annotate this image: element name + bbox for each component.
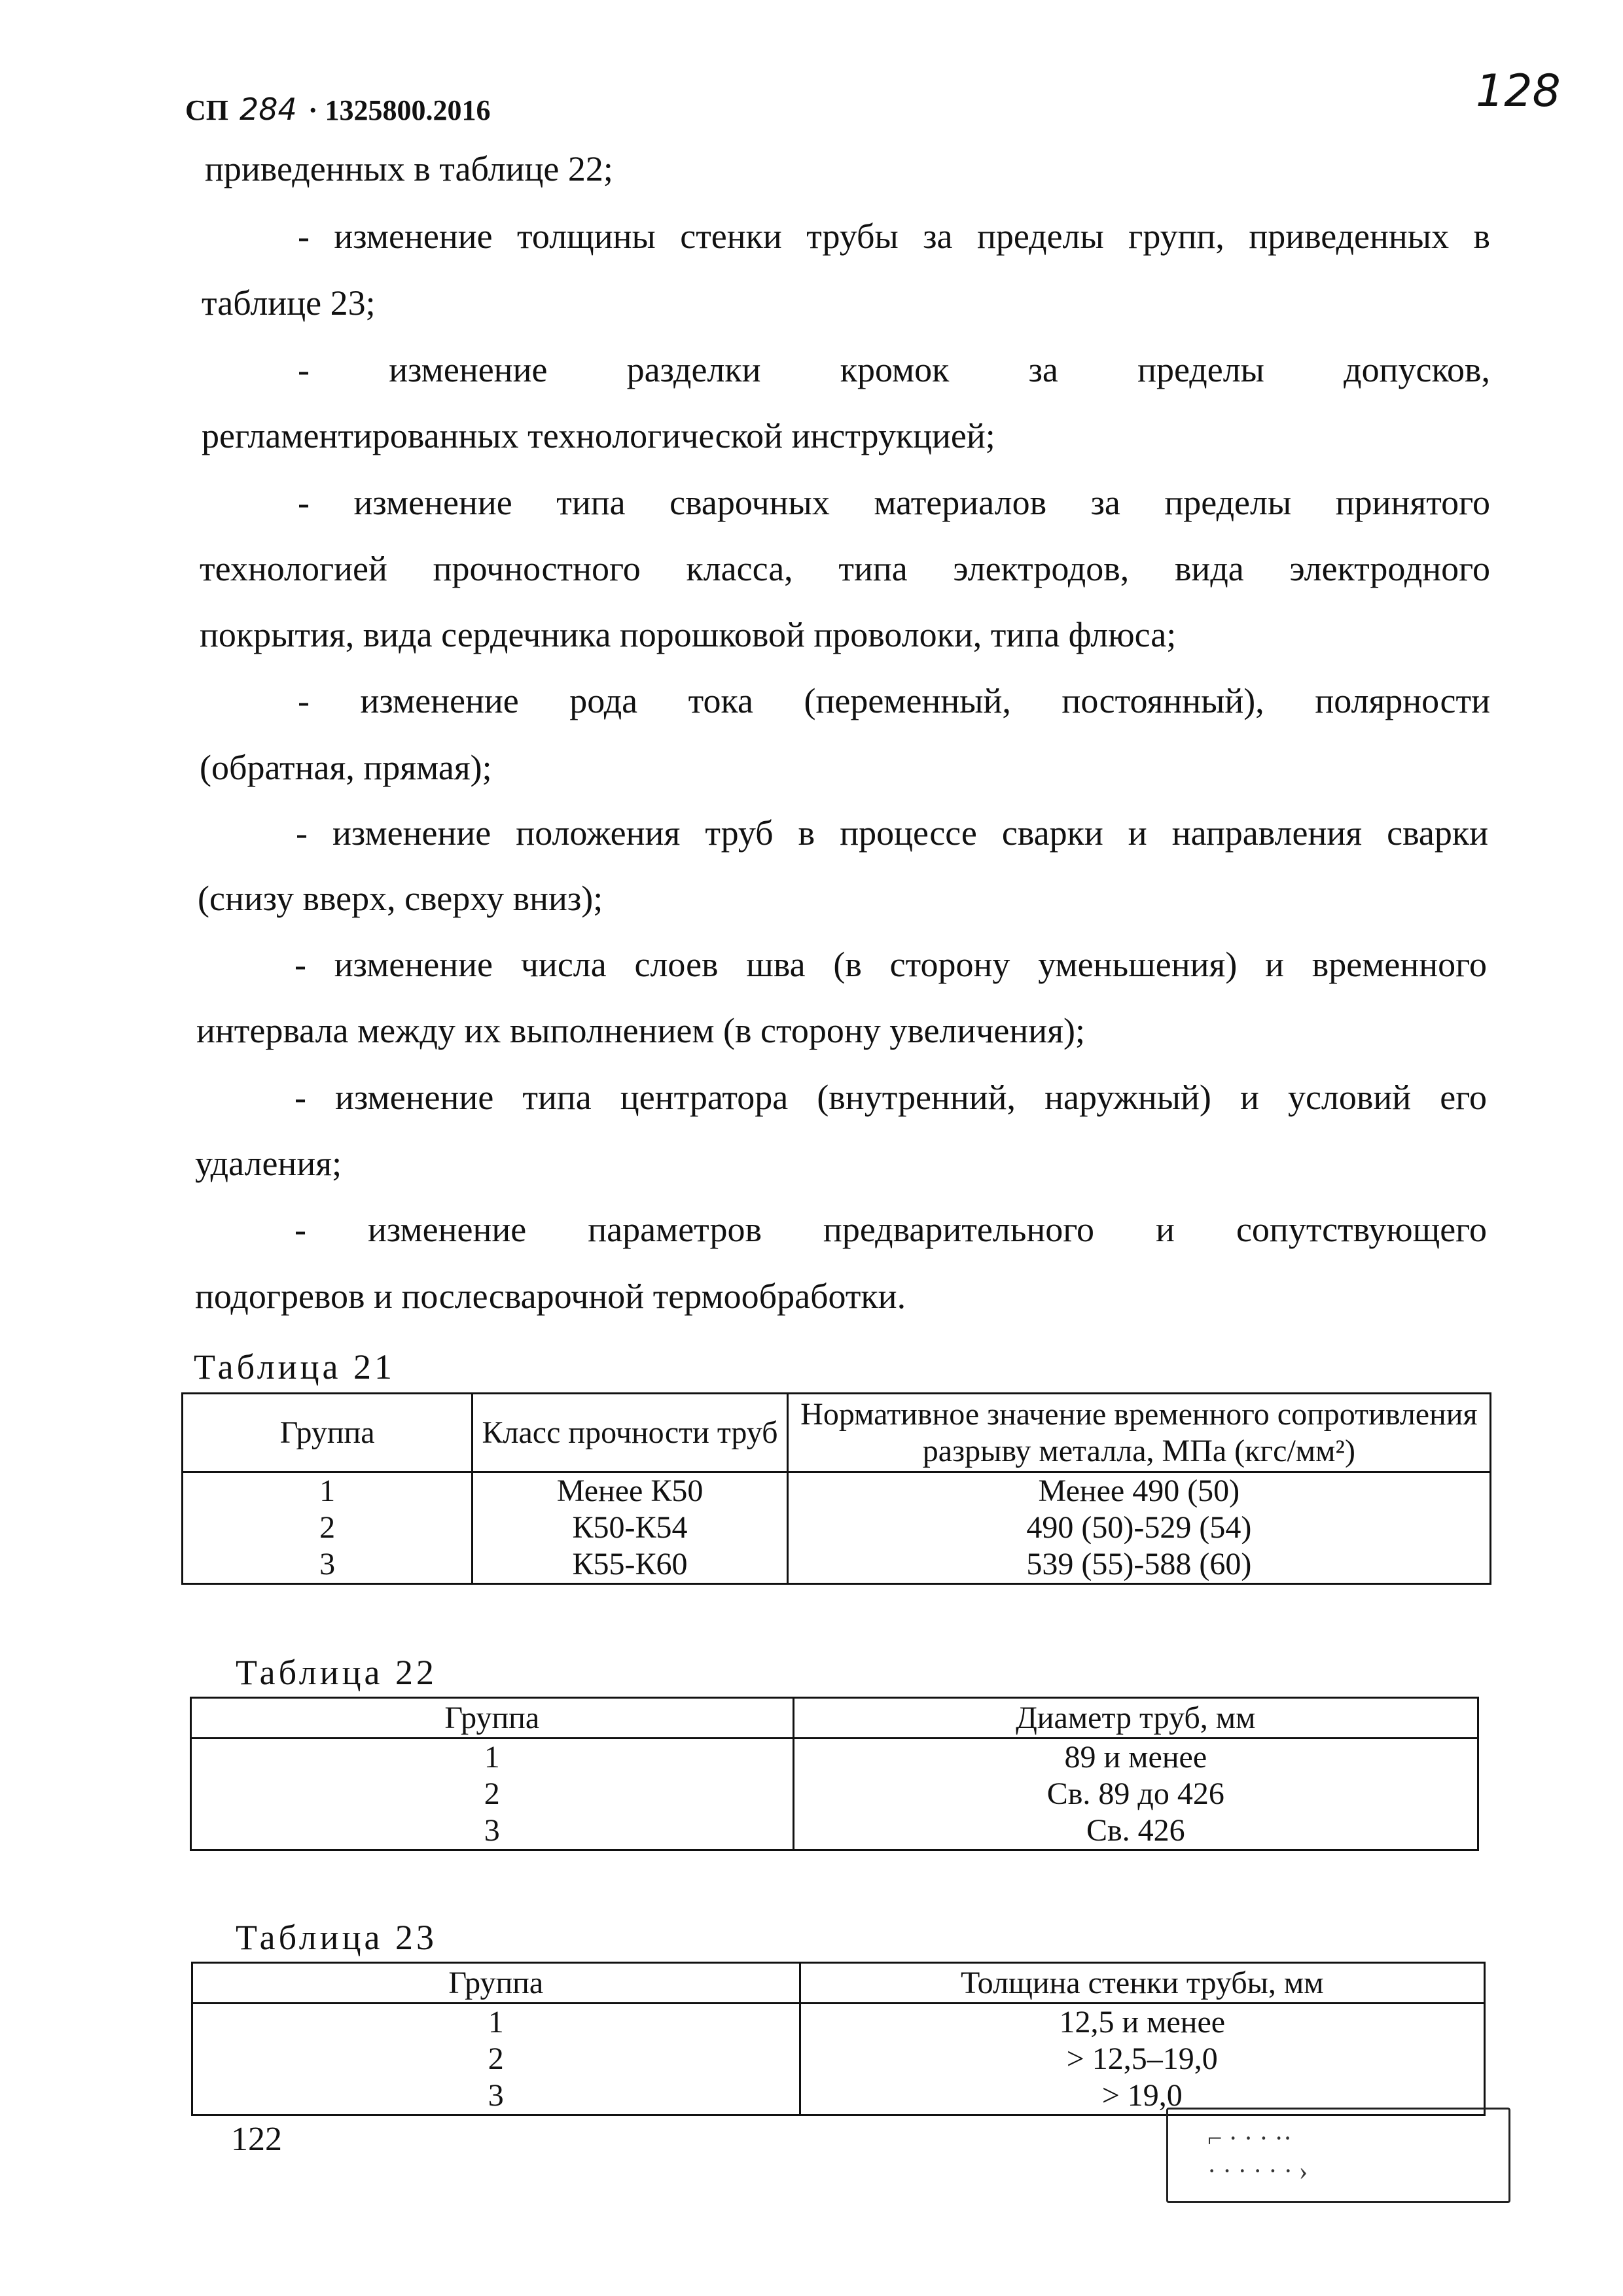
table-cell: 1 bbox=[192, 2004, 800, 2041]
table-row bbox=[191, 1776, 1478, 1812]
table23 bbox=[191, 1962, 1486, 2116]
table-cell: > 12,5–19,0 bbox=[800, 2041, 1484, 2077]
body-line: покрытия, вида сердечника порошковой проволоки, типа флюса; bbox=[200, 615, 1177, 654]
body-line: таблице 23; bbox=[202, 283, 376, 323]
table-cell: 2 bbox=[191, 1776, 794, 1812]
document-code bbox=[185, 92, 491, 127]
table-cell: 89 и менее bbox=[793, 1739, 1478, 1776]
table-cell: 539 (55)-588 (60) bbox=[787, 1546, 1490, 1584]
body-line: - изменение числа слоев шва (в сторону уменьшения) и временного bbox=[294, 945, 1487, 984]
body-line: технологией прочностного класса, типа электродов, вида электродного bbox=[200, 549, 1490, 588]
table-row bbox=[192, 2041, 1485, 2077]
table21 bbox=[181, 1392, 1491, 1585]
table-cell: Менее К50 bbox=[473, 1472, 787, 1510]
table21-header-group: Группа bbox=[183, 1394, 473, 1472]
body-line: - изменение типа сварочных материалов за пределы принятого bbox=[298, 483, 1490, 522]
table-cell: 490 (50)-529 (54) bbox=[787, 1510, 1490, 1546]
body-line: - изменение разделки кромок за пределы допусков, bbox=[298, 350, 1490, 389]
table22-caption: Таблица 22 bbox=[236, 1653, 437, 1692]
body-line: (обратная, прямая); bbox=[200, 748, 492, 787]
body-line: подогревов и послесварочной термообработки. bbox=[195, 1277, 906, 1316]
table22 bbox=[190, 1697, 1479, 1851]
table23-header-thickness: Толщина стенки трубы, мм bbox=[800, 1963, 1484, 2004]
table-row bbox=[183, 1510, 1491, 1546]
table23-header-group: Группа bbox=[192, 1963, 800, 2004]
body-line: - изменение типа центратора (внутренний, наружный) и условий его bbox=[294, 1078, 1487, 1117]
body-line: - изменение толщины стенки трубы за пределы групп, приведенных в bbox=[298, 217, 1490, 256]
table-cell: 3 bbox=[183, 1546, 473, 1584]
table-cell: 2 bbox=[183, 1510, 473, 1546]
table21-header-class: Класс прочности труб bbox=[473, 1394, 787, 1472]
table22-header-group: Группа bbox=[191, 1698, 794, 1739]
table-row bbox=[192, 2004, 1485, 2041]
table-cell: 12,5 и менее bbox=[800, 2004, 1484, 2041]
table-row bbox=[191, 1812, 1478, 1850]
table-cell: 3 bbox=[192, 2077, 800, 2115]
body-line: - изменение рода тока (переменный, постоянный), полярности bbox=[298, 681, 1490, 720]
table-cell: Св. 89 до 426 bbox=[793, 1776, 1478, 1812]
code-suffix: · 1325800.2016 bbox=[308, 94, 491, 126]
table23-caption: Таблица 23 bbox=[236, 1918, 437, 1957]
table-cell: К55-К60 bbox=[473, 1546, 787, 1584]
body-line: интервала между их выполнением (в сторону увеличения); bbox=[196, 1011, 1086, 1050]
page-number: 122 bbox=[231, 2121, 282, 2158]
table-row bbox=[191, 1739, 1478, 1776]
table-cell: К50-К54 bbox=[473, 1510, 787, 1546]
body-line: (снизу вверх, сверху вниз); bbox=[198, 879, 603, 918]
table-cell: Менее 490 (50) bbox=[787, 1472, 1490, 1510]
body-line: регламентированных технологической инструкцией; bbox=[202, 416, 995, 455]
table-cell: > 19,0 bbox=[800, 2077, 1484, 2115]
code-handwritten: 284 bbox=[240, 92, 297, 127]
table21-header-value: Нормативное значение временного сопротивления разрыву металла, МПа (кгс/мм²) bbox=[787, 1394, 1490, 1472]
body-line: приведенных в таблице 22; bbox=[205, 149, 613, 188]
handwritten-page-number: 128 bbox=[1476, 65, 1561, 117]
table21-caption: Таблица 21 bbox=[194, 1347, 395, 1386]
table-cell: 3 bbox=[191, 1812, 794, 1850]
stamp: ⌐ · · · ·· · · · · · · › bbox=[1166, 2108, 1510, 2203]
table-cell: 2 bbox=[192, 2041, 800, 2077]
table-cell: Св. 426 bbox=[793, 1812, 1478, 1850]
table-cell: 1 bbox=[191, 1739, 794, 1776]
body-line: удаления; bbox=[195, 1144, 342, 1183]
code-prefix: СП bbox=[185, 94, 228, 126]
body-line: - изменение параметров предварительного и сопутствующего bbox=[294, 1210, 1487, 1249]
table-row bbox=[183, 1472, 1491, 1510]
table-cell: 1 bbox=[183, 1472, 473, 1510]
body-line: - изменение положения труб в процессе сварки и направления сварки bbox=[296, 813, 1488, 853]
table22-header-diameter: Диаметр труб, мм bbox=[793, 1698, 1478, 1739]
table-row bbox=[183, 1546, 1491, 1584]
